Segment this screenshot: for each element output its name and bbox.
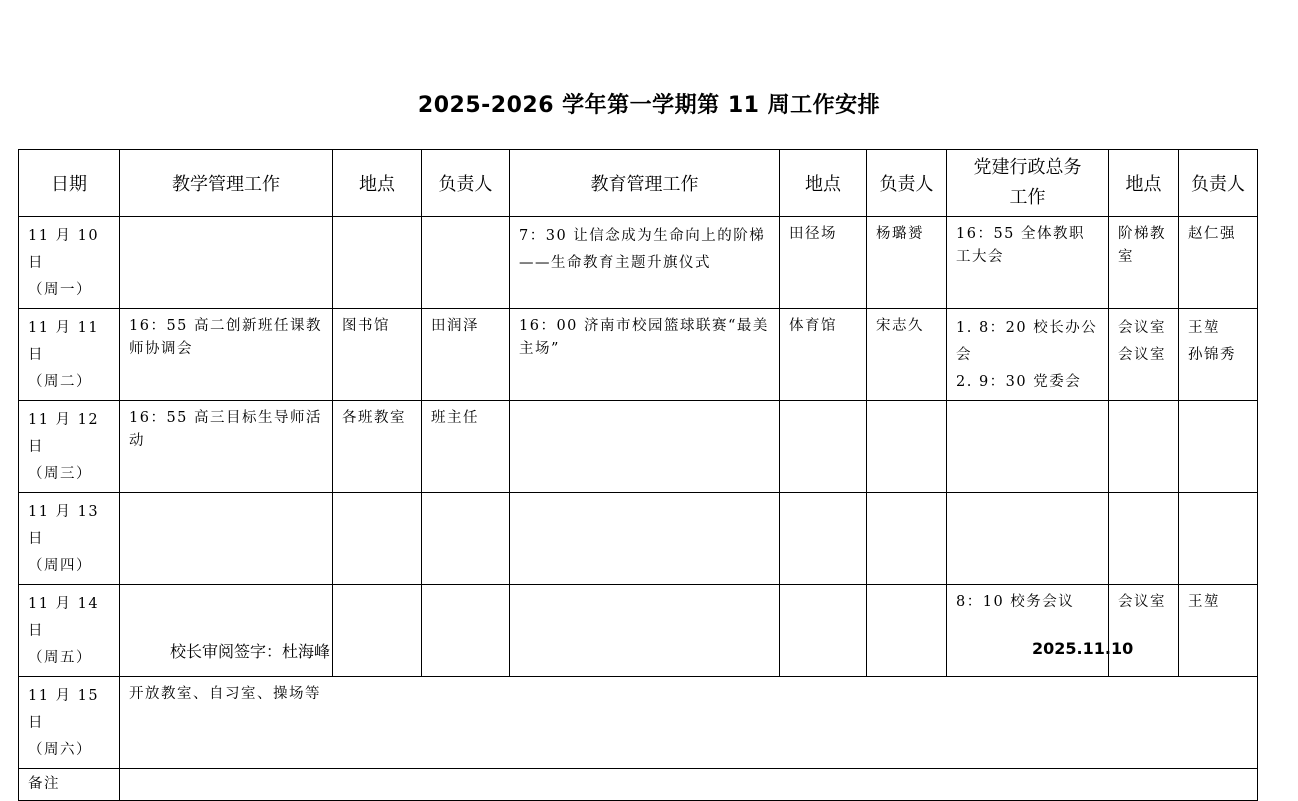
place-3-cell [1109, 493, 1179, 585]
person-2-cell [867, 493, 947, 585]
party-cell [947, 309, 1109, 401]
schedule-table [18, 149, 1258, 801]
table-row [19, 493, 1258, 585]
education-cell [510, 217, 780, 309]
place-3-cell [1109, 309, 1179, 401]
person-3-cell [1179, 493, 1258, 585]
weekday-text: （周一） [28, 282, 92, 298]
education-line-2: ——生命教育主题升旗仪式 [519, 255, 711, 271]
place-2-cell [780, 401, 867, 493]
person-3-cell [1179, 309, 1258, 401]
weekday-text: （周二） [28, 374, 92, 390]
header-place-2: 地点 [780, 150, 867, 217]
education-line-1: 7：30 让信念成为生命向上的阶梯 [519, 228, 766, 244]
place-1-cell: 图书馆 [333, 309, 422, 401]
place-1-cell: 各班教室 [333, 401, 422, 493]
remarks-cell [120, 769, 1258, 801]
table-row [19, 401, 1258, 493]
table-row [19, 677, 1258, 769]
table-row [19, 585, 1258, 677]
weekday-text: （周五） [28, 650, 92, 666]
weekday-text: （周六） [28, 742, 92, 758]
person-2-cell: 宋志久 [867, 309, 947, 401]
date-text: 11 月 14 日 [28, 596, 100, 639]
date-text: 11 月 11 日 [28, 320, 100, 363]
header-person-1: 负责人 [422, 150, 510, 217]
date-cell [19, 217, 120, 309]
person-2-cell [867, 401, 947, 493]
header-party [947, 150, 1109, 217]
saturday-merged-cell: 开放教室、自习室、操场等 [120, 677, 1258, 769]
date-text: 11 月 12 日 [28, 412, 100, 455]
header-place-1: 地点 [333, 150, 422, 217]
place-1-cell [333, 217, 422, 309]
place-1-cell [333, 493, 422, 585]
footer-date: 2025.11.10 [1032, 639, 1134, 658]
date-cell [19, 401, 120, 493]
education-cell [510, 585, 780, 677]
person-2-cell [867, 585, 947, 677]
header-place-3: 地点 [1109, 150, 1179, 217]
person-3-line-2: 孙锦秀 [1188, 347, 1236, 363]
header-party-line-1: 党建行政总务 [973, 157, 1082, 178]
place-3-cell: 阶梯教室 [1109, 217, 1179, 309]
date-text: 11 月 15 日 [28, 688, 100, 731]
party-cell: 16：55 全体教职工大会 [947, 217, 1109, 309]
date-cell [19, 677, 120, 769]
place-2-cell: 体育馆 [780, 309, 867, 401]
principal-signature: 校长审阅签字：杜海峰 [170, 642, 331, 661]
person-2-cell: 杨璐赟 [867, 217, 947, 309]
header-teaching: 教学管理工作 [120, 150, 333, 217]
date-text: 11 月 13 日 [28, 504, 100, 547]
place-1-cell [333, 585, 422, 677]
date-cell [19, 493, 120, 585]
header-date: 日期 [19, 150, 120, 217]
teaching-cell: 16：55 高三目标生导师活动 [120, 401, 333, 493]
teaching-cell [120, 493, 333, 585]
person-3-cell: 王堃 [1179, 585, 1258, 677]
date-text: 11 月 10 日 [28, 228, 100, 271]
person-1-cell: 班主任 [422, 401, 510, 493]
person-3-cell: 赵仁强 [1179, 217, 1258, 309]
person-1-cell [422, 585, 510, 677]
header-party-line-2: 工作 [1009, 187, 1046, 208]
education-cell: 16：00 济南市校园篮球联赛“最美主场” [510, 309, 780, 401]
table-row [19, 309, 1258, 401]
teaching-cell: 16：55 高二创新班任课教师协调会 [120, 309, 333, 401]
weekday-text: （周四） [28, 558, 92, 574]
teaching-cell [120, 217, 333, 309]
place-3-line-2: 会议室 [1118, 347, 1166, 363]
party-cell [947, 493, 1109, 585]
place-2-cell [780, 493, 867, 585]
header-person-3: 负责人 [1179, 150, 1258, 217]
party-cell [947, 401, 1109, 493]
education-cell [510, 493, 780, 585]
education-cell [510, 401, 780, 493]
teaching-cell [120, 585, 333, 677]
place-2-cell [780, 585, 867, 677]
place-2-cell: 田径场 [780, 217, 867, 309]
table-row [19, 217, 1258, 309]
date-cell [19, 309, 120, 401]
place-3-cell: 会议室 [1109, 585, 1179, 677]
header-person-2: 负责人 [867, 150, 947, 217]
party-line-2: 2. 9：30 党委会 [956, 374, 1082, 390]
person-1-cell: 田润泽 [422, 309, 510, 401]
header-education: 教育管理工作 [510, 150, 780, 217]
page-title: 2025-2026 学年第一学期第 11 周工作安排 [417, 93, 881, 118]
weekday-text: （周三） [28, 466, 92, 482]
date-cell [19, 585, 120, 677]
person-1-cell [422, 493, 510, 585]
party-cell: 8：10 校务会议 [947, 585, 1109, 677]
remarks-row [19, 769, 1258, 801]
person-3-cell [1179, 401, 1258, 493]
place-3-cell [1109, 401, 1179, 493]
remarks-label: 备注 [19, 769, 120, 801]
party-line-1: 1. 8：20 校长办公会 [956, 320, 1098, 363]
person-1-cell [422, 217, 510, 309]
person-3-line-1: 王堃 [1188, 320, 1220, 336]
place-3-line-1: 会议室 [1118, 320, 1166, 336]
header-row [19, 150, 1258, 217]
